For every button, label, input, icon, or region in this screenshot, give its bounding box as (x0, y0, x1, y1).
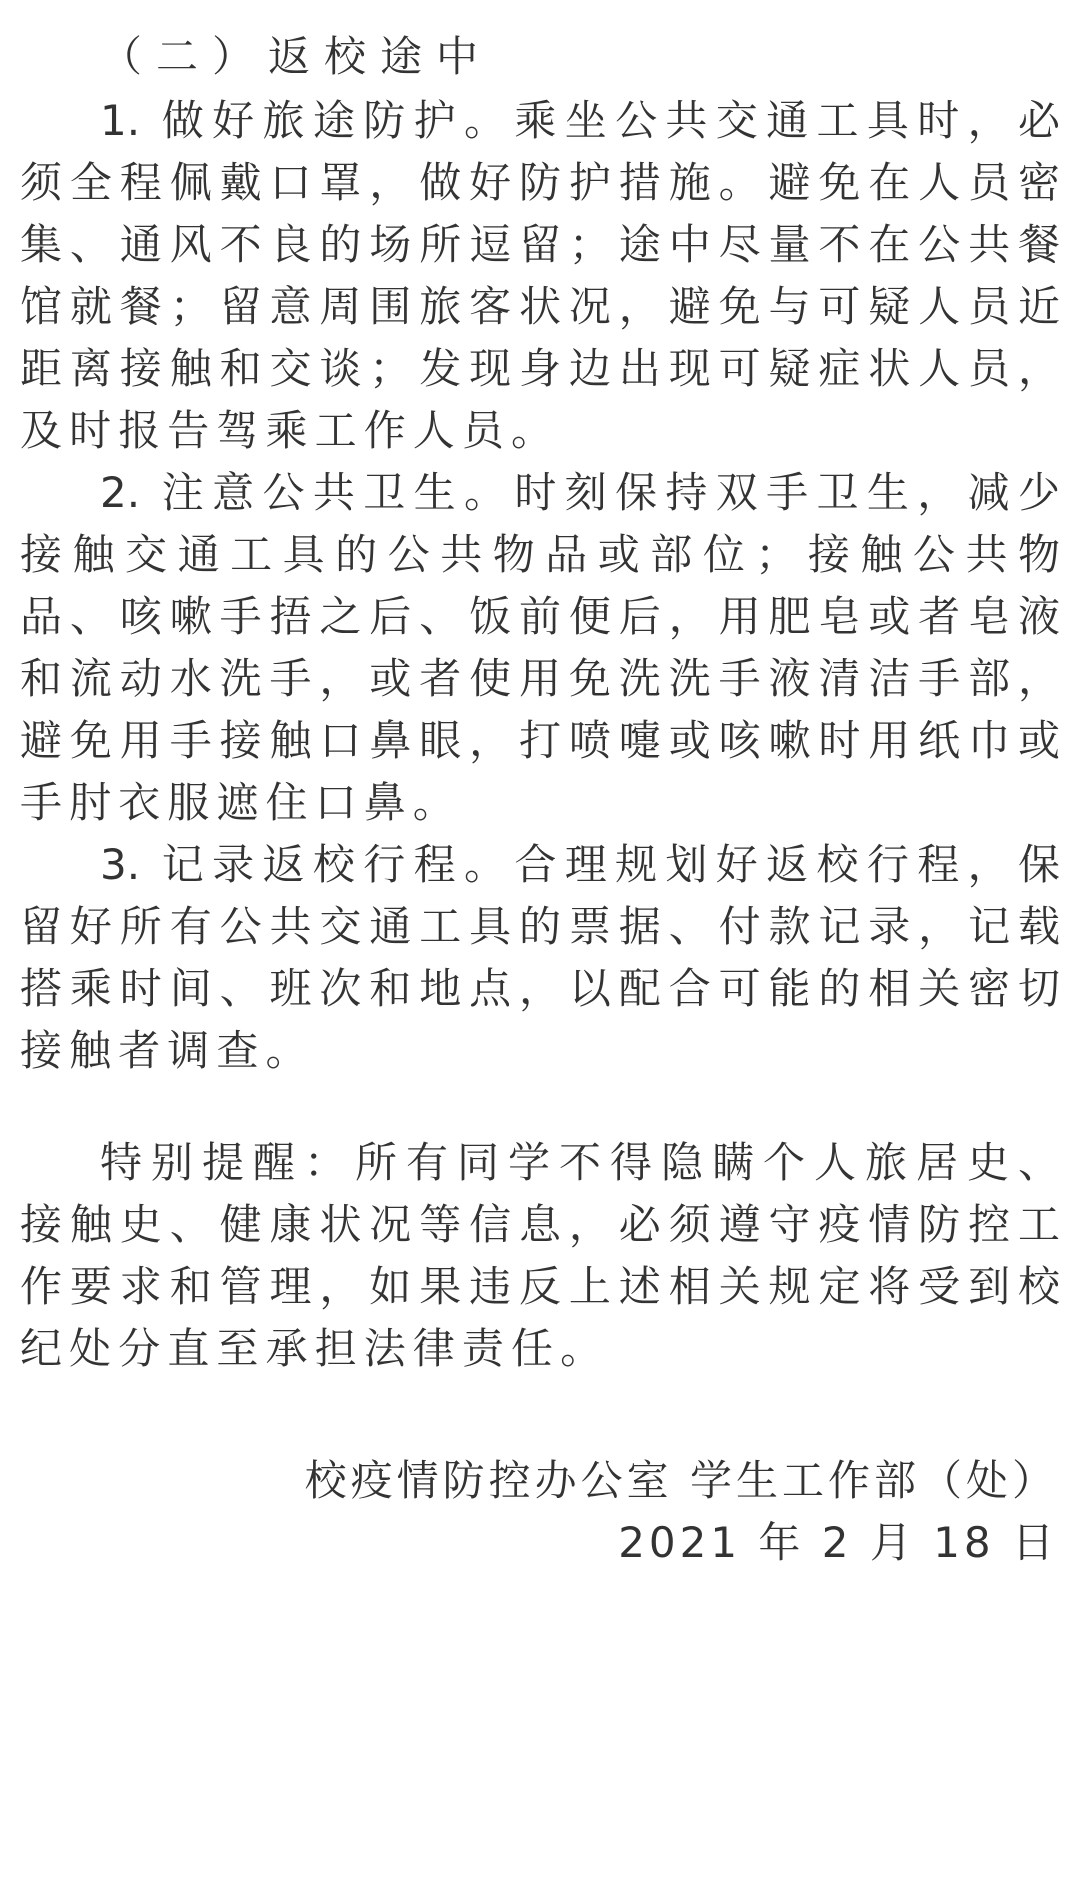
item-1-line-6: 及时报告驾乘工作人员。 (20, 406, 561, 455)
item-3-line-1: 3. 记录返校行程。合理规划好返校行程，保 (100, 840, 1060, 889)
item-2-line-2: 接触交通工具的公共物品或部位；接触公共物 (20, 530, 1060, 579)
reminder-line-1: 特别提醒：所有同学不得隐瞒个人旅居史、 (100, 1138, 1060, 1187)
item-2-line-1: 2. 注意公共卫生。时刻保持双手卫生，减少 (100, 468, 1060, 517)
item-2-line-5: 避免用手接触口鼻眼，打喷嚏或咳嗽时用纸巾或 (20, 716, 1060, 765)
item-2-line-4: 和流动水洗手，或者使用免洗洗手液清洁手部， (20, 654, 1060, 703)
reminder-line-2: 接触史、健康状况等信息，必须遵守疫情防控工 (20, 1200, 1060, 1249)
section-heading: （二）返校途中 (100, 32, 493, 81)
item-2-line-6: 手肘衣服遮住口鼻。 (20, 778, 462, 827)
item-3-line-3: 搭乘时间、班次和地点，以配合可能的相关密切 (20, 964, 1060, 1013)
item-2-line-3: 品、咳嗽手捂之后、饭前便后，用肥皂或者皂液 (20, 592, 1060, 641)
item-3-line-4: 接触者调查。 (20, 1026, 315, 1075)
reminder-line-4: 纪处分直至承担法律责任。 (20, 1324, 610, 1373)
item-3-line-2: 留好所有公共交通工具的票据、付款记录，记载 (20, 902, 1060, 951)
item-1-line-3: 集、通风不良的场所逗留；途中尽量不在公共餐 (20, 220, 1060, 269)
issuer-signature: 校疫情防控办公室 学生工作部（处） (304, 1456, 1058, 1505)
item-1-line-4: 馆就餐；留意周围旅客状况，避免与可疑人员近 (20, 282, 1060, 331)
reminder-line-3: 作要求和管理，如果违反上述相关规定将受到校 (20, 1262, 1060, 1311)
issue-date: 2021 年 2 月 18 日 (618, 1518, 1058, 1567)
item-1-line-2: 须全程佩戴口罩，做好防护措施。避免在人员密 (20, 158, 1060, 207)
item-1-line-5: 距离接触和交谈；发现身边出现可疑症状人员， (20, 344, 1060, 393)
item-1-line-1: 1. 做好旅途防护。乘坐公共交通工具时，必 (100, 96, 1060, 145)
